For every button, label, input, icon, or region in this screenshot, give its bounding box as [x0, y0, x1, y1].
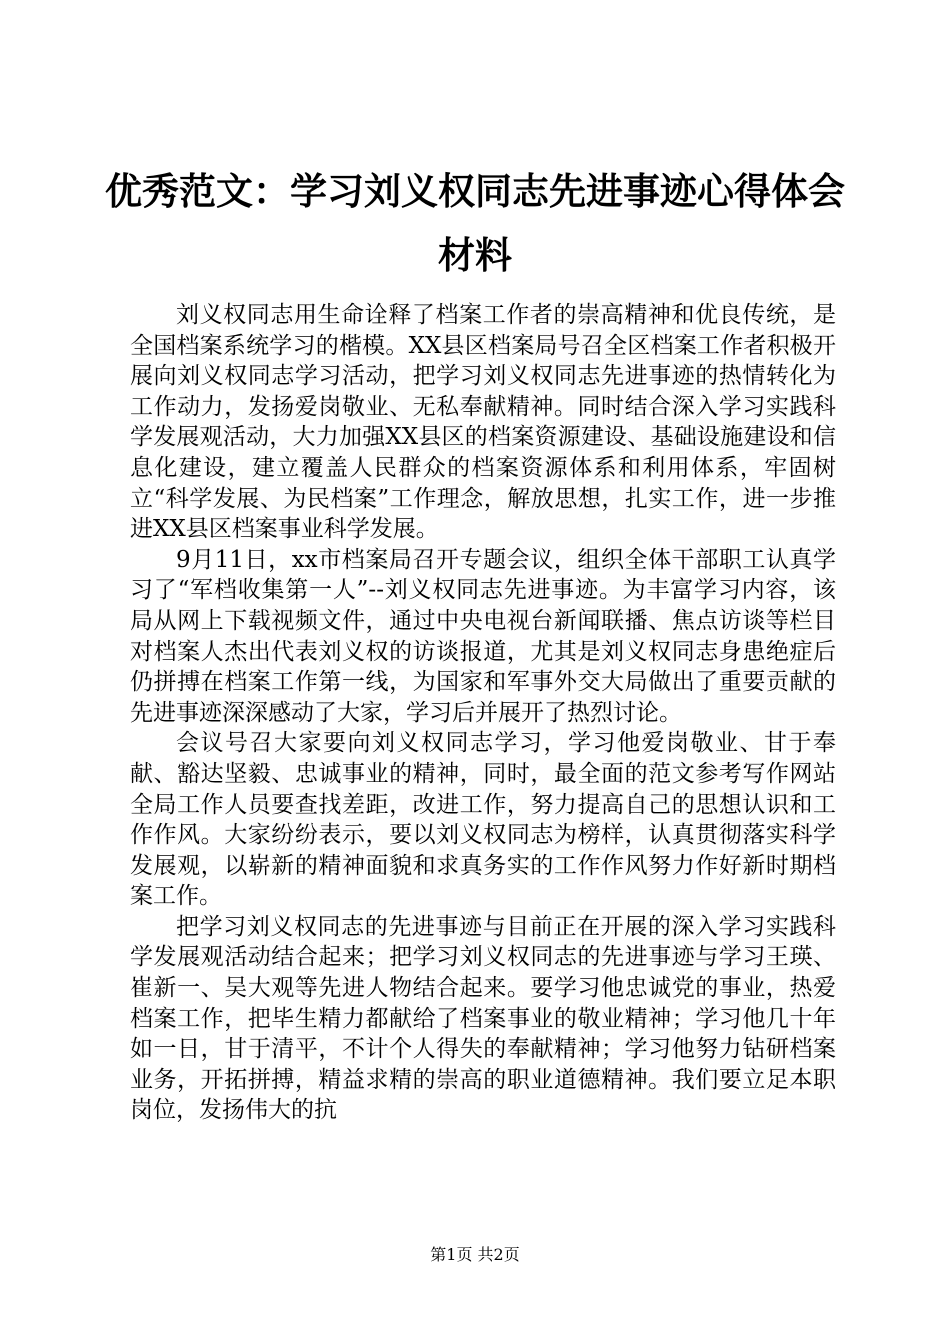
page-footer: 第1页 共2页: [430, 1245, 520, 1264]
document-body: [130, 300, 836, 1126]
paragraph: 9月11日，xx市档案局召开专题会议，组织全体干部职工认真学习了“军档收集第一人”--刘义权同志先进事迹。为丰富学习内容，该局从网上下载视频文件，通过中央电视台新闻联播、焦点访谈等栏目对档案人杰出代表刘义权的访谈报道，尤其是刘义权同志身患绝症后仍拼搏在档案工作第一线，为国家和军事外交大局做出了重要贡献的先进事迹深深感动了大家，学习后并展开了热烈讨论。: [130, 546, 836, 726]
paragraph: 把学习刘义权同志的先进事迹与目前正在开展的深入学习实践科学发展观活动结合起来；把学习刘义权同志的先进事迹与学习王瑛、崔新一、吴大观等先进人物结合起来。要学习他忠诚党的事业，热爱档案工作，把毕生精力都献给了档案事业的敬业精神；学习他几十年如一日，甘于清平，不计个人得失的奉献精神；学习他努力钻研档案业务，开拓拼搏，精益求精的崇高的职业道德精神。我们要立足本职岗位，发扬伟大的抗: [130, 913, 836, 1124]
paragraph: 会议号召大家要向刘义权同志学习，学习他爱岗敬业、甘于奉献、豁达坚毅、忠诚事业的精神，同时，最全面的范文参考写作网站全局工作人员要查找差距，改进工作，努力提高自己的思想认识和工作作风。大家纷纷表示，要以刘义权同志为榜样，认真贯彻落实科学发展观，以崭新的精神面貌和求真务实的工作作风努力作好新时期档案工作。: [130, 730, 836, 910]
paragraph: 刘义权同志用生命诠释了档案工作者的崇高精神和优良传统，是全国档案系统学习的楷模。XX县区档案局号召全区档案工作者积极开展向刘义权同志学习活动，把学习刘义权同志先进事迹的热情转化为工作动力，发扬爱岗敬业、无私奉献精神。同时结合深入学习实践科学发展观活动，大力加强XX县区的档案资源建设、基础设施建设和信息化建设，建立覆盖人民群众的档案资源体系和利用体系，牢固树立“科学发展、为民档案”工作理念，解放思想，扎实工作，进一步推进XX县区档案事业科学发展。: [130, 302, 836, 543]
document-title: 优秀范文：学习刘义权同志先进事迹心得体会材料: [105, 170, 845, 277]
